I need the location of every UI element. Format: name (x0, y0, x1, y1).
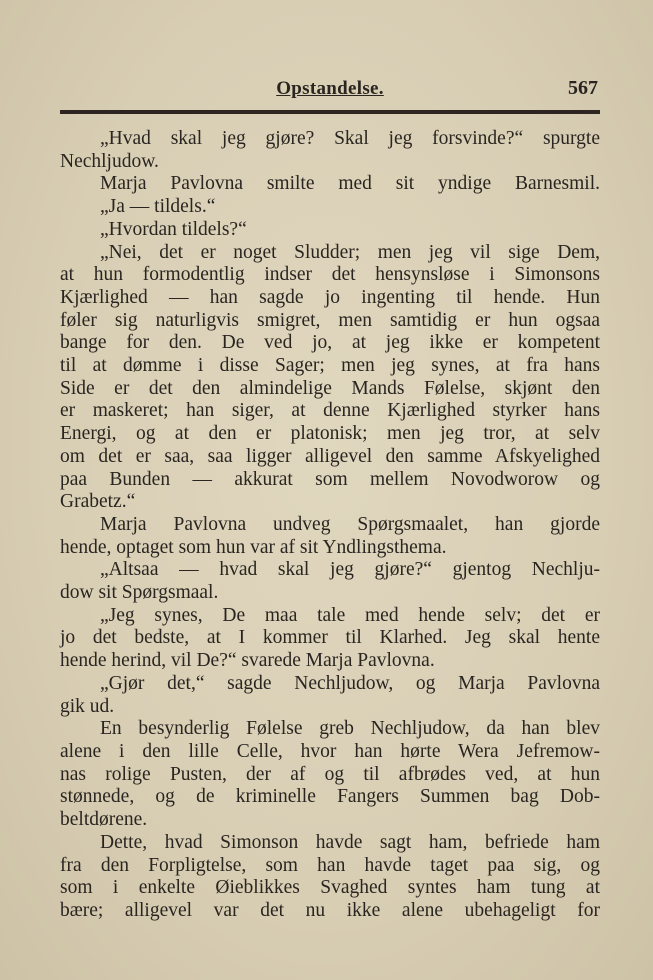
text-line: paa Bunden — akkurat som mellem Novodworow og (60, 468, 600, 490)
text-line: at hun formodentlig indser det hensynsløse i Simonsons (60, 264, 600, 286)
text-line: En besynderlig Følelse greb Nechljudow, da han blev (100, 718, 600, 740)
running-title: Opstandelse. (276, 78, 384, 99)
text-line: bange for den. De ved jo, at jeg ikke er kompetent (60, 332, 600, 354)
text-line: Nechljudow. (60, 150, 159, 172)
text-line: Grabetz.“ (60, 491, 136, 513)
text-line: gik ud. (60, 695, 115, 717)
text-line: „Nei, det er noget Sludder; men jeg vil sige Dem, (100, 241, 600, 263)
page-header (60, 72, 600, 102)
text-line: „Jeg synes, De maa tale med hende selv; det er (100, 604, 600, 626)
text-line: beltdørene. (60, 809, 148, 831)
text-line: dow sit Spørgsmaal. (60, 582, 219, 604)
text-line: om det er saa, saa ligger alligevel den samme Afskyelighed (60, 445, 600, 467)
text-line: til at dømme i disse Sager; men jeg synes, at fra hans (60, 355, 600, 377)
text-line: „Hvad skal jeg gjøre? Skal jeg forsvinde?“ spurgte (100, 128, 600, 149)
text-line: „Hvordan tildels?“ (100, 218, 247, 240)
text-line: stønnede, og de kriminelle Fangers Summen bag Dob- (60, 786, 600, 808)
header-rule (60, 110, 600, 114)
text-line: fra den Forpligtelse, som han havde taget paa sig, og (60, 854, 600, 876)
text-line: hende herind, vil De?“ svarede Marja Pavlovna. (60, 650, 435, 672)
text-line: hende, optaget som hun var af sit Yndlingsthema. (60, 536, 447, 558)
text-line: Energi, og at den er platonisk; men jeg tror, at selv (60, 423, 600, 445)
text-line: Kjærlighed — han sagde jo ingenting til hende. Hun (60, 286, 600, 308)
text-line: som i enkelte Øieblikkes Svaghed syntes ham tung at (60, 877, 600, 899)
body-text (60, 128, 600, 923)
text-line: „Ja — tildels.“ (100, 196, 216, 218)
text-line: alene i den lille Celle, hvor han hørte Wera Jefremow- (60, 740, 600, 762)
text-line: nas rolige Pusten, der af og til afbrødes ved, at hun (60, 763, 600, 785)
text-line: „Altsaa — hvad skal jeg gjøre?“ gjentog Nechlju- (100, 559, 600, 581)
text-line: Dette, hvad Simonson havde sagt ham, befriede ham (100, 831, 600, 853)
text-line: Marja Pavlovna smilte med sit yndige Barnesmil. (100, 173, 600, 195)
page-number: 567 (568, 77, 598, 99)
text-line: bære; alligevel var det nu ikke alene ubehageligt for (60, 899, 600, 921)
text-line: føler sig naturligvis smigret, men samtidig er hun ogsaa (60, 309, 600, 331)
text-line: „Gjør det,“ sagde Nechljudow, og Marja Pavlovna (100, 672, 600, 694)
text-line: Marja Pavlovna undveg Spørgsmaalet, han gjorde (100, 513, 600, 535)
text-line: jo det bedste, at I kommer til Klarhed. Jeg skal hente (60, 627, 600, 649)
text-line: Side er det den almindelige Mands Følelse, skjønt den (60, 377, 600, 399)
text-line: er maskeret; han siger, at denne Kjærlighed styrker hans (60, 400, 600, 422)
